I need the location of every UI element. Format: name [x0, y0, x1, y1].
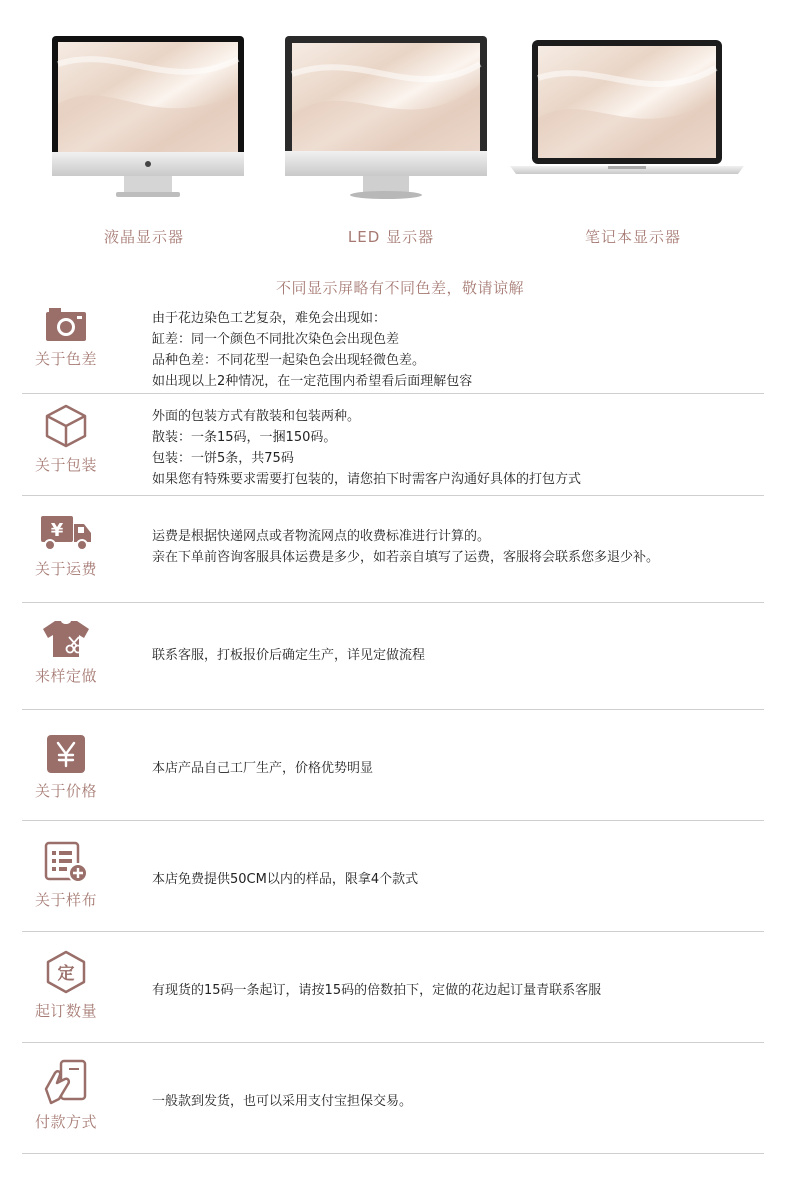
lcd-monitor-image	[50, 34, 246, 202]
section-minimum-order	[22, 932, 764, 1043]
section-text: 由于花边染色工艺复杂，难免会出现如： 缸差：同一个颜色不同批次染色会出现色差 品种色差：不同花型一起染色会出现轻微色差。 如出现以上2种情况，在一定范围内希望看后面理解包容	[152, 311, 473, 389]
section-color-difference	[22, 298, 764, 394]
laptop-monitor-label: 笔记本显示器	[584, 228, 681, 246]
list-plus-icon	[44, 841, 88, 883]
section-title: 付款方式	[34, 1113, 97, 1131]
color-difference-notice: 不同显示屏略有不同色差，敬请谅解	[275, 279, 524, 297]
section-title: 关于包装	[34, 456, 97, 474]
section-title: 来样定做	[34, 667, 97, 685]
section-payment	[22, 1043, 764, 1154]
shirt-scissors-icon	[41, 619, 91, 659]
lcd-monitor-label: 液晶显示器	[103, 228, 184, 246]
section-title: 起订数量	[34, 1002, 97, 1020]
section-text: 有现货的15码一条起订，请按15码的倍数拍下，定做的花边起订量青联系客服	[152, 983, 602, 998]
camera-icon	[45, 306, 87, 342]
svg-text:¥: ¥	[50, 520, 64, 541]
section-title: 关于样布	[34, 891, 97, 909]
section-text: 联系客服，打板报价后确定生产，详见定做流程	[152, 648, 426, 663]
section-text: 本店免费提供50CM以内的样品，限拿4个款式	[152, 872, 419, 887]
section-text: 外面的包装方式有散装和包装两种。 散装：一条15码，一捆150码。 包装：一饼5条，共75码 如果您有特殊要求需要打包装的，请您拍下时需客户沟通好具体的打包方式	[152, 409, 582, 487]
truck-icon	[40, 514, 92, 552]
hexagon-ding-icon	[45, 950, 87, 994]
section-text: 一般款到发货，也可以采用支付宝担保交易。	[152, 1094, 413, 1109]
hand-phone-icon	[43, 1059, 89, 1105]
section-price	[22, 710, 764, 821]
yen-icon	[46, 734, 86, 774]
box-icon	[45, 404, 87, 448]
laptop-monitor-image	[508, 38, 746, 178]
section-text: 本店产品自己工厂生产，价格优势明显	[152, 761, 374, 776]
section-custom-order	[22, 603, 764, 710]
section-text: 运费是根据快递网点或者物流网点的收费标准进行计算的。 亲在下单前咨询客服具体运费是多少，如若亲自填写了运费，客服将会联系您多退少补。	[152, 529, 660, 565]
section-shipping	[22, 496, 764, 603]
device-showcase	[0, 0, 800, 270]
section-packaging	[22, 394, 764, 496]
led-monitor-label: LED 显示器	[347, 228, 435, 246]
section-title: 关于运费	[34, 560, 97, 578]
section-title: 关于价格	[34, 782, 97, 800]
section-title: 关于色差	[34, 350, 97, 368]
svg-text:定: 定	[57, 964, 75, 984]
section-samples	[22, 821, 764, 932]
led-monitor-image	[283, 34, 489, 202]
